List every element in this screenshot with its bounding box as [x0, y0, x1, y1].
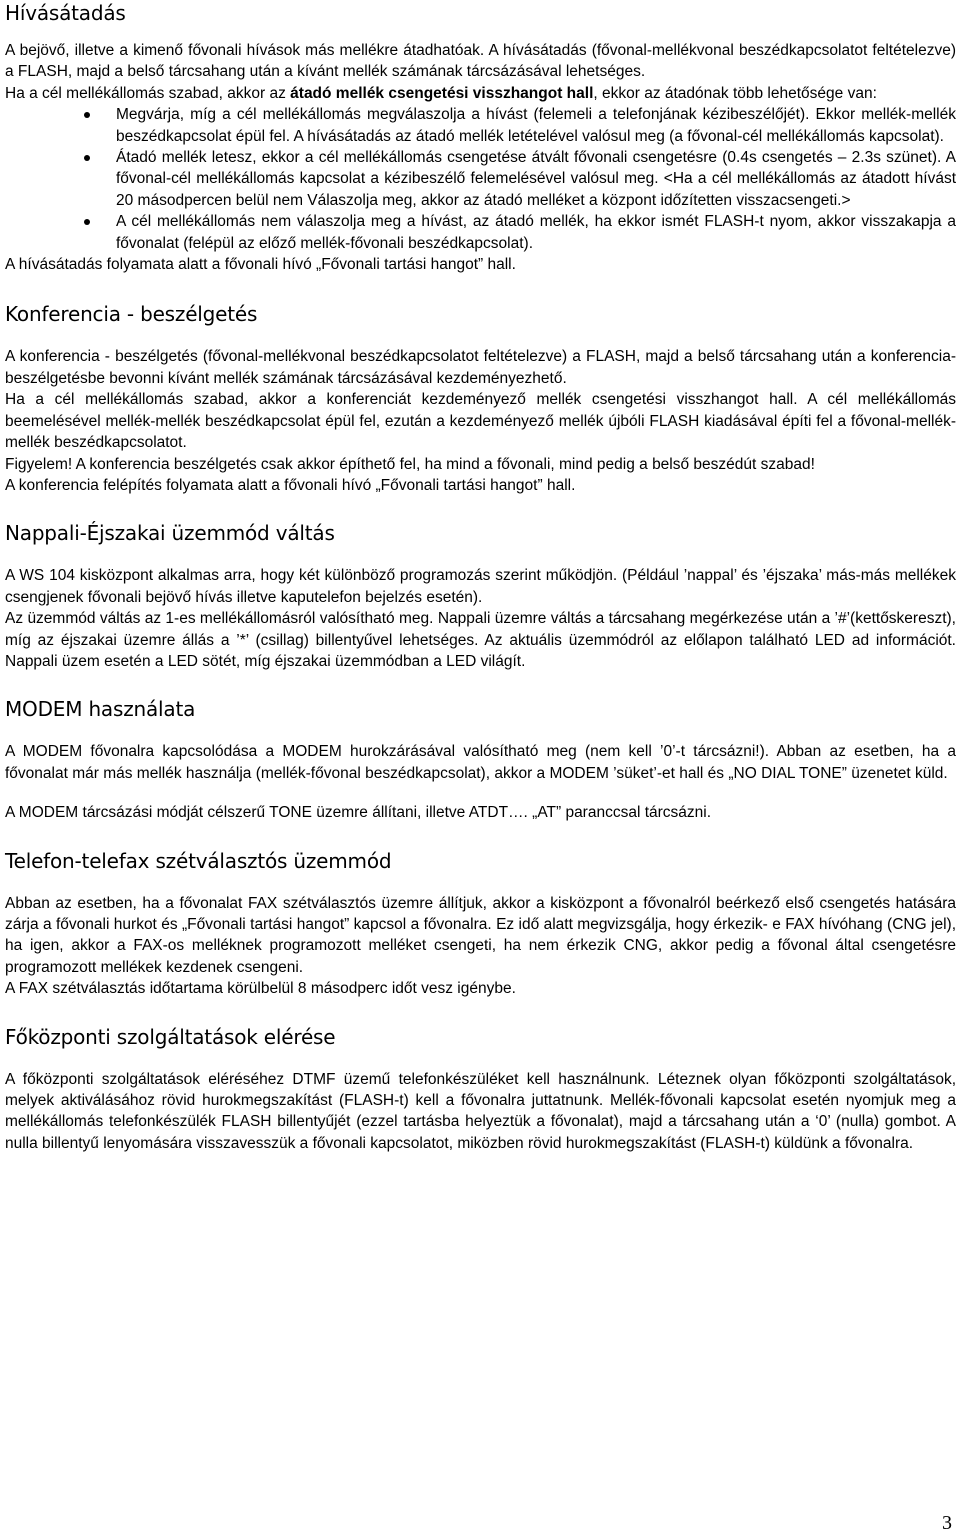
paragraph: A konferencia felépítés folyamata alatt a fővonali hívó „Fővonali tartási hangot” hall. — [5, 476, 576, 494]
bullet-list — [5, 104, 956, 254]
bullet-icon — [84, 219, 90, 225]
text-run: , ekkor az átadónak több lehetősége van: — [593, 84, 877, 102]
paragraph: Abban az esetben, ha a fővonalat FAX szétválasztós üzemre állítjuk, akkor a kisközpont a fővonalról beérkező első csengetés hatására zárja a fővonali hurkot és „Fővonali tartási hangot” kapcsol a fővonalra. Ez idő alatt megvizsgálja, hogy érkezik- e FAX hívóhang (CNG jel), ha igen, akkor a FAX-os melléknek programozott melléket csengeti, ha nem érkezik CNG, akkor pedig a fővonal által csengetésre programozott mellékek kezdenek csengeni. — [5, 894, 956, 976]
paragraph: Az üzemmód váltás az 1-es mellékállomásról valósítható meg. Nappali üzemre váltás a tárcsahang megérkezése után a ’#’(kettőskereszt), míg az éjszakai üzemre állás a ’*’ (csillag) billentyűvel lehetséges. Az aktuális üzemmódról az előlapon található LED ad információt. Nappali üzem esetén a LED sötét, míg éjszakai üzemmódban a LED világít. — [5, 610, 956, 670]
section-title-fokozponti: Főközponti szolgáltatások elérése — [5, 1024, 336, 1049]
section-fokozponti — [5, 1000, 956, 1155]
section-telefax — [5, 824, 956, 1000]
section-title-konferencia: Konferencia - beszélgetés — [5, 302, 258, 327]
section-title-modem: MODEM használata — [5, 697, 196, 722]
paragraph: Ha a cél mellékállomás szabad, akkor a konferenciát kezdeményező mellék csengetési visszhangot hall. A cél mellékállomás beemelésével mellék-mellék beszédkapcsolat épül fel, ezután a kezdeményező mellék újbóli FLASH kiadásával építi fel a fővonal-mellék-mellék beszédkapcsolatot. — [5, 391, 956, 452]
section-modem — [5, 672, 956, 823]
paragraph: A konferencia - beszélgetés (fővonal-mellékvonal beszédkapcsolatot feltételezve) a FLASH, majd a belső tárcsahang után a konferencia-beszélgetésbe bevonni kívánt mellék számának tárcsázásával kezdeményezhető. — [5, 348, 956, 387]
paragraph: A bejövő, illetve a kimenő fővonali hívások más mellékre átadhatóak. A hívásátadás (fővonal-mellékvonal beszédkapcsolatot feltételezve) a FLASH, majd a belső tárcsahang után a kívánt mellék számának tárcsázásával lehetséges. — [5, 42, 956, 81]
section-hivasatadas — [5, 0, 956, 275]
paragraph — [5, 83, 956, 104]
text-run: Ha a cél mellékállomás szabad, akkor az — [5, 84, 291, 102]
section-title-hivasatadas: Hívásátadás — [5, 1, 126, 25]
paragraph: Figyelem! A konferencia beszélgetés csak akkor építhető fel, ha mind a fővonali, mind pedig a belső beszédút szabad! — [5, 455, 815, 473]
document-page — [5, 0, 956, 1154]
section-title-nappali: Nappali-Éjszakai üzemmód váltás — [5, 521, 335, 546]
list-item — [116, 147, 956, 211]
paragraph: A hívásátadás folyamata alatt a fővonali hívó „Fővonali tartási hangot” hall. — [5, 256, 516, 274]
section-title-telefax: Telefon-telefax szétválasztós üzemmód — [5, 848, 392, 873]
section-konferencia — [5, 275, 956, 496]
page-number: 3 — [942, 1512, 952, 1534]
list-item — [116, 211, 956, 254]
paragraph: A WS 104 kisközpont alkalmas arra, hogy két különböző programozás szerint működjön. (Például ’nappal’ és ’éjszaka’ más-más mellékek csengjenek fővonali bejövő hívás illetve kaputelefon bejelzés esetén). — [5, 567, 956, 606]
bold-text: átadó mellék csengetési visszhangot hall — [290, 84, 594, 102]
list-item — [116, 104, 956, 147]
list-item-text: Megvárja, míg a cél mellékállomás megválaszolja a hívást (felemeli a telefonjának kézibeszélőjét). Ekkor mellék-mellék beszédkapcsolat épül fel. A hívásátadás az átadó mellék letételével valósul meg (a fővonal-cél mellékállomás kapcsolat). — [116, 106, 956, 145]
paragraph: A főközponti szolgáltatások eléréséhez DTMF üzemű telefonkészüléket kell használnunk. Léteznek olyan főközponti szolgáltatások, melyek aktiválásához rövid hurokmegszakítást (FLASH-t) kell a fővonalra juttatnunk. Mellék-fővonali kapcsolat esetén nyomjuk meg a mellékállomás telefonkészülék FLASH billentyűjét (ezzel tartásba helyeztük a fővonalat), majd a tárcsahang után a ‘0’ (nulla) gombot. A nulla billentyű lenyomására visszavesszük a fővonali kapcsolatot, miközben rövid hurokmegszakítást (FLASH-t) küldünk a fővonalra. — [5, 1070, 956, 1152]
list-item-text: Átadó mellék letesz, ekkor a cél mellékállomás csengetése átvált fővonali csengetésre (0.4s csengetés – 2.3s szünet). A fővonal-cél mellékállomás kapcsolat a kézibeszélő felemelésével valósul meg. <Ha a cél mellékállomás az átadott hívást 20 másodpercen belül nem Válaszolja meg, akkor az átadó melléket a központ időzítetten visszacsengeti.> — [116, 149, 956, 209]
list-item-text: A cél mellékállomás nem válaszolja meg a hívást, az átadó mellék, ha ekkor ismét FLASH-t nyom, akkor visszakapja a fővonalat (felépül az előző mellék-fővonali beszédkapcsolat). — [116, 213, 956, 252]
paragraph: A MODEM tárcsázási módját célszerű TONE üzemre állítani, illetve ATDT…. „AT” paranccsal tárcsázni. — [5, 804, 712, 822]
bullet-icon — [84, 155, 90, 161]
bullet-icon — [84, 112, 90, 118]
section-nappali — [5, 496, 956, 672]
paragraph: A MODEM fővonalra kapcsolódása a MODEM hurokzárásával valósítható meg (nem kell ’0’-t tárcsázni!). Abban az esetben, ha a fővonalat már más mellék használja (mellék-fővonal beszédkapcsolat), akkor a MODEM ’süket’-et hall és „NO DIAL TONE” üzenetet küld. — [5, 743, 956, 782]
paragraph: A FAX szétválasztás időtartama körülbelül 8 másodperc időt vesz igénybe. — [5, 980, 516, 998]
